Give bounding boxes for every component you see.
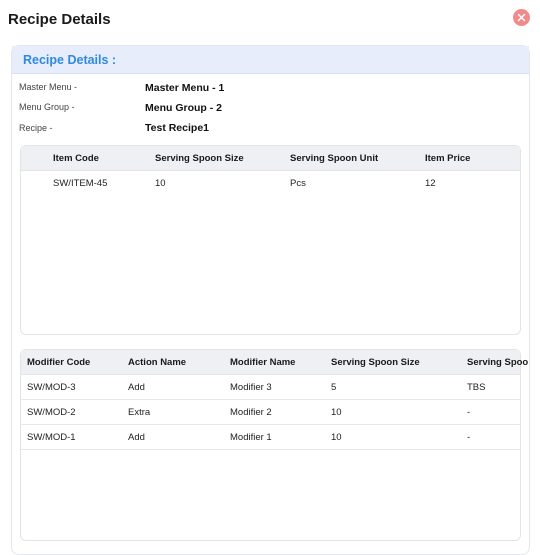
cell-modifier-name: Modifier 2 [230, 407, 272, 418]
col-modifier-code: Modifier Code [27, 357, 91, 368]
col-serving-spoon-unit: Serving Spoon Unit [290, 153, 379, 164]
cell-action-name: Extra [128, 407, 151, 418]
items-table-header [21, 146, 520, 171]
col-item-code: Item Code [53, 153, 99, 164]
col-item-price: Item Price [425, 153, 471, 164]
col-action-name: Action Name [128, 357, 187, 368]
cell-modifier-name: Modifier 1 [230, 432, 272, 443]
cell-item-code: SW/ITEM-45 [53, 178, 108, 189]
cell-action-name: Add [128, 432, 145, 443]
cell-modifier-code: SW/MOD-3 [27, 382, 76, 393]
table-row[interactable] [21, 425, 520, 450]
col-modifier-name: Modifier Name [230, 357, 296, 368]
menu-group-value: Menu Group - 2 [145, 102, 222, 114]
cell-modifier-name: Modifier 3 [230, 382, 272, 393]
table-row[interactable] [21, 400, 520, 425]
table-row[interactable] [21, 171, 520, 196]
col-serving-spoon-size: Serving Spoon Size [155, 153, 244, 164]
recipe-label: Recipe - [19, 123, 53, 133]
modal-title: Recipe Details [8, 11, 111, 28]
cell-serving-spoon-size: 5 [331, 382, 337, 393]
modal-header [0, 0, 540, 40]
items-table [20, 145, 521, 335]
cell-serving-spoon-size: 10 [331, 407, 342, 418]
cell-serving-spoon-unit: Pcs [290, 178, 306, 189]
card-title: Recipe Details : [23, 53, 117, 67]
cell-serving-spoon-size: 10 [331, 432, 342, 443]
close-button[interactable] [513, 9, 530, 26]
cell-serving-spoon-unit: - [467, 432, 471, 443]
master-menu-label: Master Menu - [19, 82, 78, 92]
modifiers-table-header [21, 350, 529, 375]
cell-action-name: Add [128, 382, 145, 393]
cell-modifier-code: SW/MOD-1 [27, 432, 76, 443]
master-menu-value: Master Menu - 1 [145, 82, 225, 94]
close-icon [517, 13, 526, 22]
cell-serving-spoon-unit: TBS [467, 382, 486, 393]
table-row[interactable] [21, 375, 520, 400]
recipe-details-card [11, 45, 530, 555]
cell-modifier-code: SW/MOD-2 [27, 407, 76, 418]
menu-group-label: Menu Group - [19, 102, 75, 112]
cell-serving-spoon-unit: - [467, 407, 471, 418]
col-serving-spoon-size: Serving Spoon Size [331, 357, 420, 368]
cell-item-price: 12 [425, 178, 436, 189]
recipe-value: Test Recipe1 [145, 122, 209, 134]
cell-serving-spoon-size: 10 [155, 178, 166, 189]
modifiers-table [20, 349, 529, 541]
col-serving-spoon-unit: Serving Spoo [467, 357, 529, 368]
